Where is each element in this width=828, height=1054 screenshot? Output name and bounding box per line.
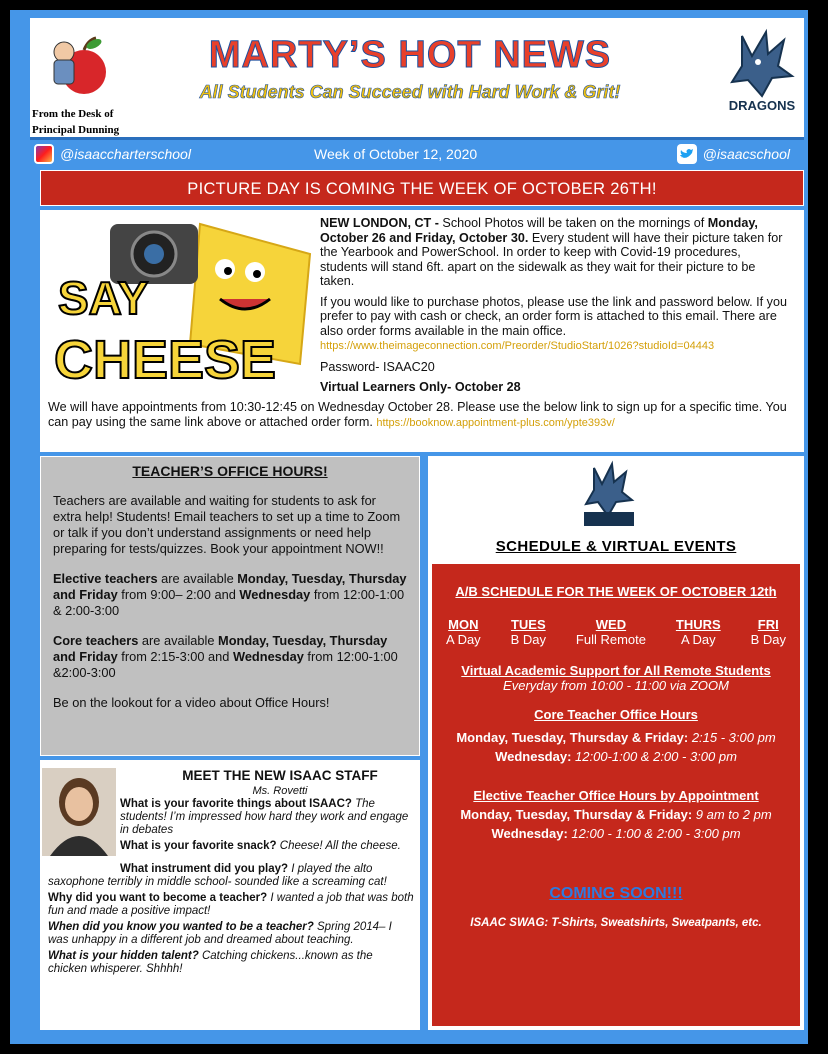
desk-line-2: Principal Dunning (32, 124, 120, 136)
staff-qa (48, 798, 414, 979)
schedule-panel (432, 564, 800, 1026)
core-time: 2:15 - 3:00 pm (688, 730, 776, 745)
qa-question: When did you know you wanted to be a teacher? (48, 921, 314, 933)
day-fri (751, 617, 786, 647)
core-office-wed (432, 749, 800, 764)
newsletter-title: MARTY’S HOT NEWS (208, 34, 612, 76)
elective-office-wed (432, 826, 800, 841)
office-hours-title: TEACHER’S OFFICE HOURS! (132, 463, 328, 479)
twitter-icon (677, 144, 697, 164)
elective-hours (53, 571, 407, 619)
desk-line-1: From the Desk of (32, 108, 114, 120)
day-type: A Day (680, 632, 716, 647)
qa-question: Why did you want to become a teacher? (48, 892, 268, 904)
schedule-section (428, 456, 804, 1030)
desk-of-principal (32, 106, 119, 138)
coming-soon: COMING SOON!!! (432, 885, 800, 903)
elective-label: Elective teachers (53, 571, 158, 586)
day-tues (511, 617, 546, 647)
core-office-heading: Core Teacher Office Hours (534, 707, 698, 722)
core-office-days (432, 730, 800, 745)
p1-text-b: Every student will have their picture taken for the Yearbook and PowerSchool. In order to keep with Covid-19 procedures, students will stand 6ft. apart on the sidewalk as they wait for their picture to be taken. (320, 230, 783, 288)
dragons-logo (722, 26, 802, 126)
p1-bold-dates: Monday, October 26 and Friday, October 30. (320, 216, 758, 245)
qa-item (48, 921, 414, 947)
elective-mid: are available (157, 571, 238, 586)
qa-answer: Catching chickens...known as the chicken whisperer. Shhhh! (48, 950, 373, 975)
elective-days-label: Monday, Tuesday, Thursday & Friday: (460, 807, 693, 822)
qa-item (48, 798, 414, 837)
instagram-icon (34, 144, 54, 164)
core-mid: are available (138, 633, 219, 648)
dateline: NEW LONDON, CT - (320, 216, 439, 230)
staff-name: Ms. Rovetti (252, 785, 308, 797)
qa-item (48, 950, 414, 976)
qa-question: What is your hidden talent? (48, 950, 199, 962)
picture-day-banner: PICTURE DAY IS COMING THE WEEK OF OCTOBER 26TH! (40, 170, 804, 206)
newsletter-header (30, 18, 804, 140)
swag-line: ISAAC SWAG: T-Shirts, Sweatshirts, Sweatpants, etc. (470, 917, 762, 929)
instagram-handle: @isaaccharterschool (60, 146, 191, 162)
new-staff-section (40, 760, 420, 1030)
say-text: SAY (58, 272, 149, 324)
picture-day-section (40, 210, 804, 452)
vas-time: Everyday from 10:00 - 11:00 via ZOOM (503, 678, 729, 693)
virtual-learners-heading: Virtual Learners Only- October 28 (320, 380, 521, 394)
vas-heading: Virtual Academic Support for All Remote Students (461, 663, 771, 678)
schedule-title: SCHEDULE & VIRTUAL EVENTS (495, 538, 737, 555)
elective-time: 9 am to 2 pm (692, 807, 772, 822)
twitter-link[interactable] (677, 144, 790, 164)
qa-answer: I wanted a job that was both fun and made a positive impact! (48, 892, 414, 917)
p1-text-a: School Photos will be taken on the mornings of (438, 216, 708, 230)
logo-text: DRAGONS (728, 98, 796, 113)
day-label: WED (595, 617, 627, 632)
qa-answer: I played the alto saxophone terribly in middle school- sounded like a screaming cat! (48, 863, 387, 888)
qa-item (48, 863, 414, 889)
day-type: Full Remote (575, 632, 646, 647)
virtual-appointment-info (48, 400, 796, 430)
qa-question: What is your favorite things about ISAAC? (120, 798, 352, 810)
elective-days: Monday, Tuesday, Thursday and Friday (53, 571, 407, 602)
elective-time-2: from 12:00-1:00 & 2:00-3:00 (53, 587, 405, 618)
p2-text: If you would like to purchase photos, please use the link and password below. If you prefer to pay with cash or check, an order form is attached to this email. There are also order forms available in the main office. (320, 294, 787, 338)
qa-answer: Cheese! All the cheese. (276, 840, 401, 852)
ab-schedule-heading: A/B SCHEDULE FOR THE WEEK OF OCTOBER 12th (455, 584, 777, 599)
day-mon (446, 617, 481, 647)
elective-office-heading: Elective Teacher Office Hours by Appointment (473, 788, 759, 803)
core-hours (53, 633, 407, 681)
core-days-label: Monday, Tuesday, Thursday & Friday: (456, 730, 689, 745)
office-hours-outro: Be on the lookout for a video about Office Hours! (53, 695, 330, 710)
instagram-link[interactable] (34, 144, 191, 164)
newsletter-page (10, 10, 808, 1044)
qa-question: What is your favorite snack? (120, 840, 277, 852)
day-label: MON (448, 617, 479, 632)
core-days: Monday, Tuesday, Thursday and Friday (53, 633, 388, 664)
staff-title: MEET THE NEW ISAAC STAFF (182, 768, 378, 783)
picture-day-paragraph-2 (320, 295, 790, 354)
dragons-logo-small (578, 460, 640, 534)
core-wed-label: Wednesday: (495, 749, 572, 764)
elective-office-days (432, 807, 800, 822)
p3-text: We will have appointments from 10:30-12:45 on Wednesday October 28. Please use the below link to sign up for a specific time. You can pay using the same link above or attached order form. (48, 400, 787, 429)
elective-wed: Wednesday (239, 587, 311, 602)
say-cheese-image (50, 214, 320, 390)
twitter-handle: @isaacschool (702, 146, 790, 162)
day-wed (576, 617, 646, 647)
social-bar (30, 142, 804, 166)
picture-day-paragraph-1 (320, 216, 790, 289)
elective-wed-time: 12:00 - 1:00 & 2:00 - 3:00 pm (567, 826, 741, 841)
day-type: B Day (510, 632, 546, 647)
core-wed: Wednesday (232, 649, 304, 664)
password-line: Password- ISAAC20 (320, 359, 435, 374)
day-label: FRI (757, 617, 779, 632)
apple-icon (46, 28, 108, 96)
day-columns (432, 617, 800, 647)
qa-answer: Spring 2014– I was unhappy in a different job and dreamed about teaching. (48, 921, 392, 946)
qa-answer: The students! I’m impressed how hard they work and engage in debates (120, 798, 409, 836)
day-label: TUES (510, 617, 546, 632)
day-thurs (676, 617, 721, 647)
newsletter-subtitle: All Students Can Succeed with Hard Work & Grit! (199, 82, 621, 102)
qa-question: What instrument did you play? (120, 863, 289, 875)
week-date: Week of October 12, 2020 (314, 146, 478, 162)
cheese-text: CHEESE (54, 330, 277, 390)
core-label: Core teachers (53, 633, 139, 648)
core-time-2: from 12:00-1:00 &2:00-3:00 (53, 649, 398, 680)
elective-wed-label: Wednesday: (491, 826, 568, 841)
day-type: B Day (750, 632, 786, 647)
elective-time-1: from 9:00– 2:00 and (117, 587, 240, 602)
appointment-link[interactable]: https://booknow.appointment-plus.com/ypte393v/ (376, 416, 615, 429)
day-type: A Day (446, 632, 481, 647)
core-wed-time: 12:00-1:00 & 2:00 - 3:00 pm (571, 749, 737, 764)
qa-item (48, 840, 414, 853)
qa-item (48, 892, 414, 918)
day-label: THURS (675, 617, 721, 632)
photo-order-link[interactable]: https://www.theimageconnection.com/Preorder/StudioStart/1026?studioId=04443 (320, 340, 715, 352)
office-hours-section (40, 456, 420, 756)
office-hours-intro: Teachers are available and waiting for students to ask for extra help! Students! Email teachers to set up a time to Zoom or talk if you don’t understand assignments or need help preparing for tests/quizzes. Book your appointment NOW!! (53, 493, 401, 556)
picture-day-details (320, 216, 790, 401)
core-time-1: from 2:15-3:00 and (117, 649, 233, 664)
